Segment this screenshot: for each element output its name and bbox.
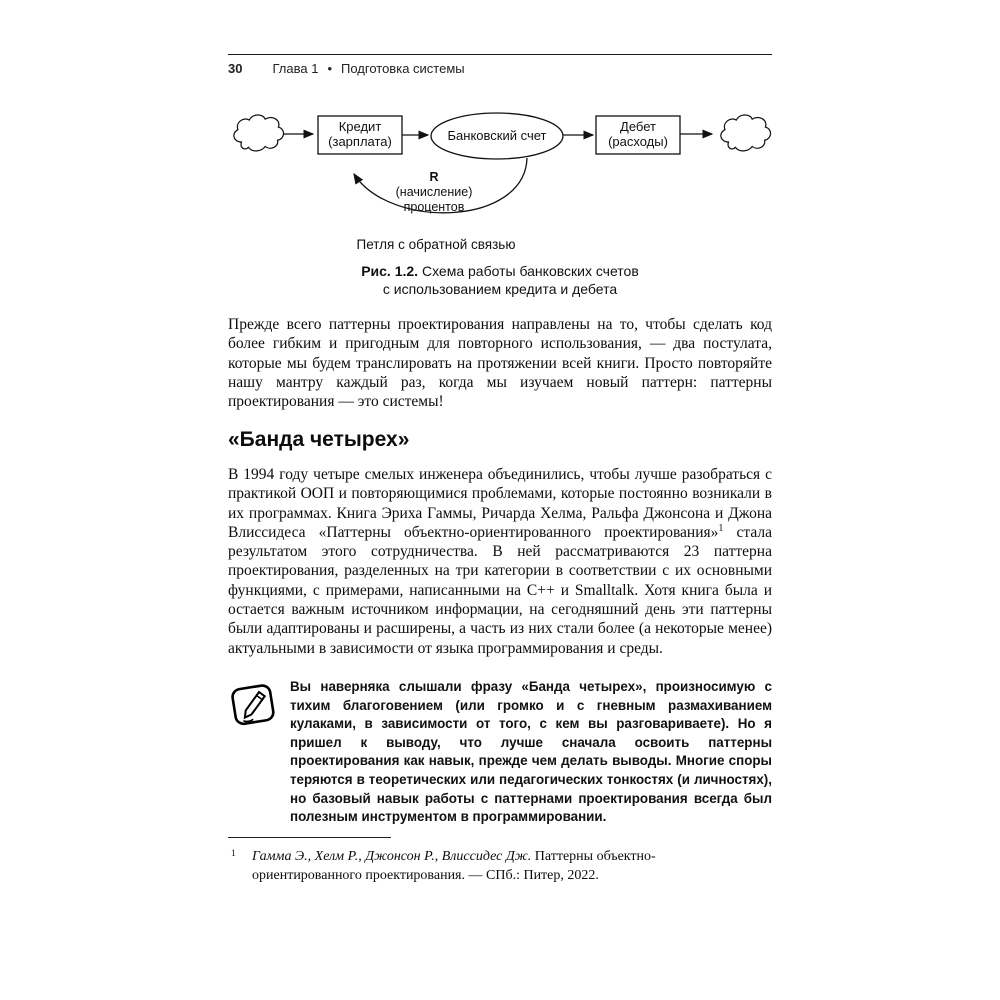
figure-caption-line1: Схема работы банковских счетов <box>421 263 639 279</box>
cloud-icon-left <box>234 115 284 151</box>
credit-label-line2: (зарплата) <box>328 134 392 149</box>
page-number: 30 <box>228 61 243 76</box>
figure-diagram <box>228 106 772 258</box>
account-label: Банковский счет <box>447 128 547 143</box>
debit-label-line2: (расходы) <box>608 134 668 149</box>
footnote-rule <box>228 837 391 838</box>
footnote-mark: 1 <box>231 849 236 859</box>
footnote-text: Паттерны объектно-ориентированного проектирования. — СПб.: Питер, 2022. <box>252 849 656 883</box>
figure-caption-line2: с использованием кредита и дебета <box>382 281 618 297</box>
paragraph-gof <box>228 465 772 658</box>
paragraph-gof-text1: В 1994 году четыре смелых инженера объединились, чтобы лучше разобраться с практикой ООП и повторяющимися проблемами, которые постоянно возникали в их программах. Книга Эриха Гаммы, Ричарда Хелма, Ральфа Джонсона и Джона Влиссидеса «Паттерны объектно-ориентированного проектирования» <box>228 466 772 541</box>
debit-label-line1: Дебет <box>620 119 656 134</box>
footnote-reference: 1 <box>718 522 724 534</box>
section-label: Подготовка системы <box>341 61 465 76</box>
note-text: Вы наверняка слышали фразу «Банда четырех», произносимую с тихим благоговением (или громко и с гневным размахиванием кулаками, в зависимости от того, с кем вы разговариваете). Но я пришел к выводу, что лучше сначала освоить паттерны проектирования как навык, прежде чем делать выводы. Многие споры теряются в теоретических или педагогических тонкостях (и личностях), но базовый навык работы с паттернами проектирования всегда был полезным инструментом в программировании. <box>290 679 772 825</box>
loop-caption: Петля с обратной связью <box>356 237 516 252</box>
paragraph-gof-text2: стала результатом этого сотрудничества. В ней рассматриваются 23 паттерна проектирования, разделенных на три категории в соответствии с их основными функциями, с примерами, написанными на C++ и Smalltalk. Хотя книга была и остается важным источником информации, на сегодняшний день эти паттерны были адаптированы и расширены, а часть из них стали более (а некоторые менее) актуальными в зависимости от языка программирования и среды. <box>228 523 772 657</box>
cloud-icon-right <box>721 115 771 151</box>
paragraph-intro: Прежде всего паттерны проектирования направлены на то, чтобы сделать код более гибким и пригодным для повторного использования, — два постулата, которые мы будем транслировать на протяжении всей книги. Просто повторяйте нашу мантру каждый раз, когда мы изучаем новый паттерн: паттерны проектирования — это системы! <box>228 316 772 411</box>
figure-caption-label: Рис. 1.2. <box>361 263 419 279</box>
note-pencil-icon <box>229 680 279 730</box>
section-heading: «Банда четырех» <box>228 428 410 451</box>
loop-label-r: R <box>429 170 439 184</box>
loop-label-line2: (начисление) <box>395 185 473 199</box>
footnote <box>228 847 762 885</box>
running-head <box>228 61 772 76</box>
loop-label-line3: процентов <box>403 200 465 214</box>
header-rule <box>228 54 772 55</box>
credit-label-line1: Кредит <box>338 119 382 134</box>
footnote-authors: Гамма Э., Хелм Р., Джонсон Р., Влиссидес Дж. <box>252 849 532 864</box>
header-bullet: • <box>327 61 332 76</box>
figure-caption <box>228 262 772 298</box>
chapter-label: Глава 1 <box>272 61 319 76</box>
